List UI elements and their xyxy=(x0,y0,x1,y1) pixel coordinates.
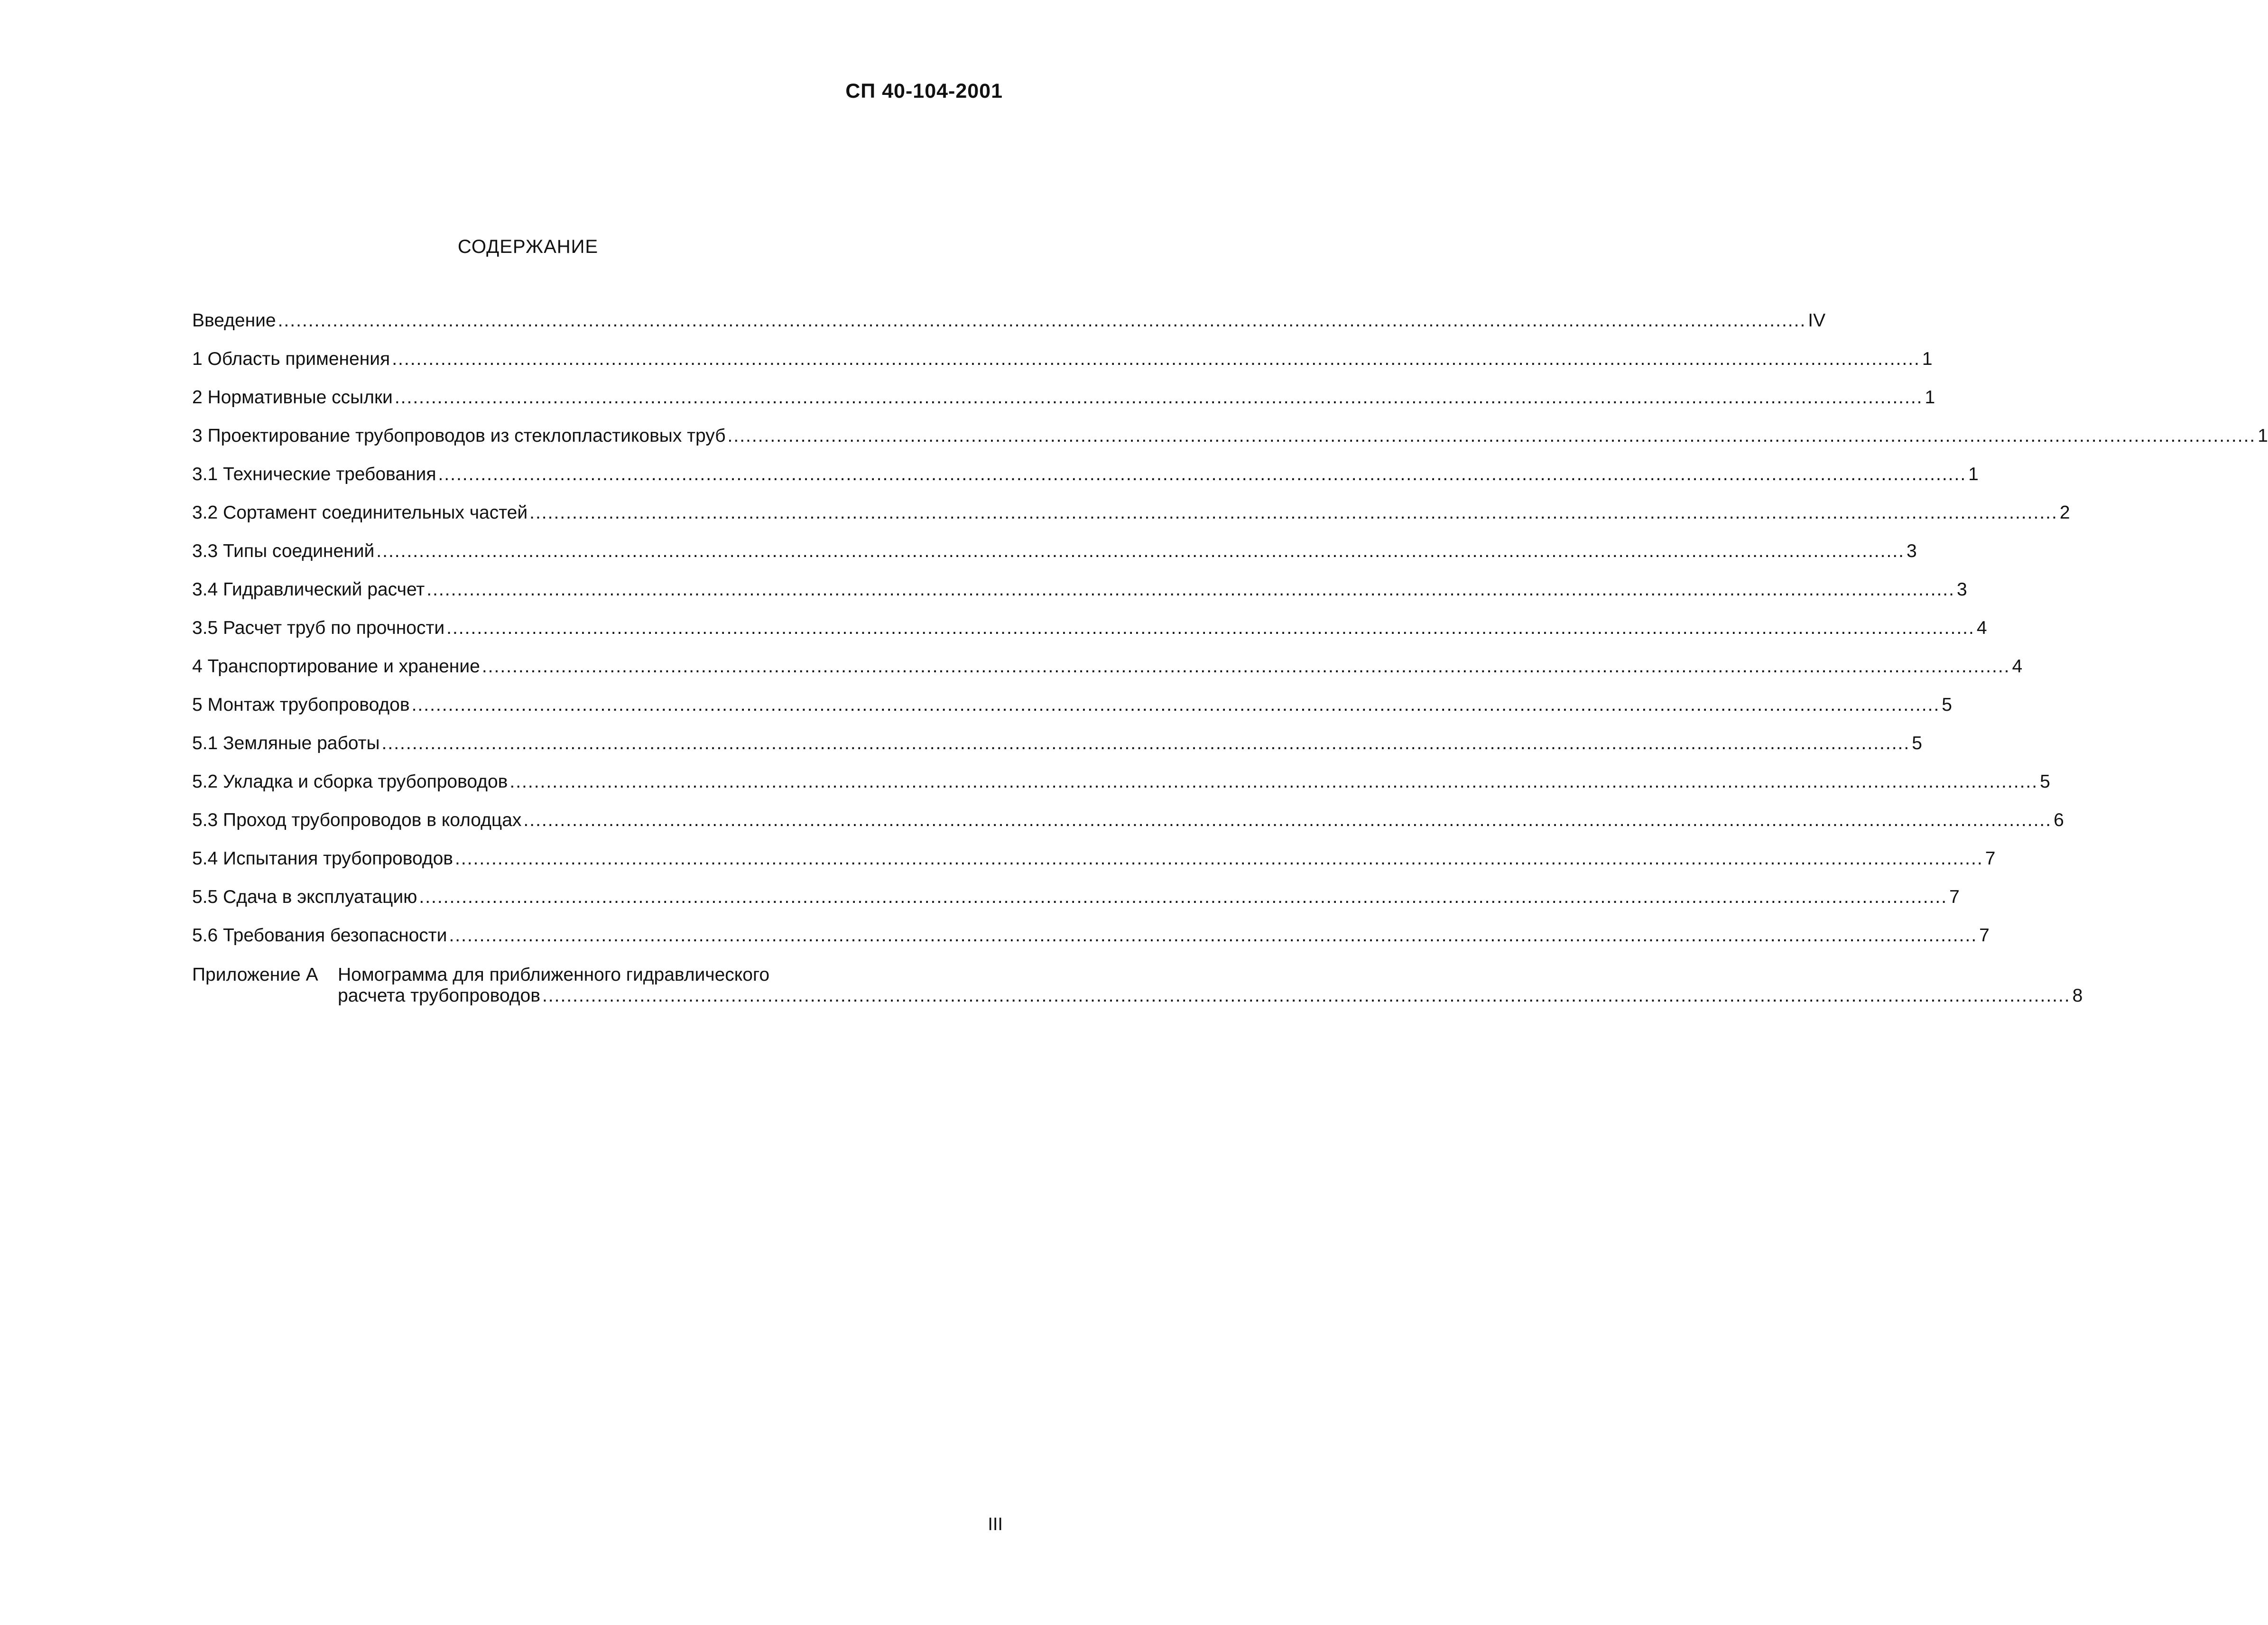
toc-entry-label: 2 Нормативные ссылки xyxy=(192,387,393,408)
page-number: III xyxy=(988,1514,1003,1534)
toc-leader-dots xyxy=(438,463,1966,486)
toc-entry-manhole-passage[interactable] xyxy=(192,809,2064,847)
toc-entry-page: 1 xyxy=(1968,464,1979,484)
toc-entry-label: 3.2 Сортамент соединительных частей xyxy=(192,502,528,523)
toc-entry-label: 5.2 Укладка и сборка трубопроводов xyxy=(192,771,508,792)
toc-entry-normative-references[interactable] xyxy=(192,386,1935,425)
toc-leader-dots xyxy=(412,694,1940,716)
toc-entry-introduction[interactable] xyxy=(192,309,1826,348)
toc-entry-safety-requirements[interactable] xyxy=(192,924,1990,963)
toc-entry-hydraulic-calculation[interactable] xyxy=(192,578,1967,617)
toc-entry-page: IV xyxy=(1808,310,1826,331)
toc-entry-page: 5 xyxy=(1912,733,1922,753)
toc-leader-dots xyxy=(382,732,1910,755)
toc-entry-label: 5.6 Требования безопасности xyxy=(192,925,447,946)
toc-leader-dots xyxy=(449,924,1977,947)
toc-leader-dots xyxy=(446,617,1975,640)
toc-entry-strength-calculation[interactable] xyxy=(192,617,1987,655)
toc-entry-scope[interactable] xyxy=(192,348,1933,386)
toc-entry-label: 3.4 Гидравлический расчет xyxy=(192,579,425,600)
toc-entry-label: 3 Проектирование трубопроводов из стеклопластиковых труб xyxy=(192,426,726,446)
toc-entry-label: Введение xyxy=(192,310,276,331)
toc-entry-page: 5 xyxy=(2040,771,2050,792)
toc-leader-dots xyxy=(278,309,1806,332)
toc-leader-dots xyxy=(376,540,1905,563)
toc-entry-page: 1 xyxy=(1925,387,1935,408)
toc-leader-dots xyxy=(455,847,1983,870)
toc-leader-dots xyxy=(395,386,1923,409)
toc-entry-label: 5 Монтаж трубопроводов xyxy=(192,695,410,715)
appendix-title-line-1: Номограмма для приближенного гидравлического xyxy=(338,965,770,985)
toc-entry-transport-storage[interactable] xyxy=(192,655,2023,694)
toc-leader-dots xyxy=(392,348,1920,371)
toc-entry-label: 5.1 Земляные работы xyxy=(192,733,380,753)
toc-entry-label: 5.3 Проход трубопроводов в колодцах xyxy=(192,810,522,830)
appendix-page: 8 xyxy=(2072,985,2083,1006)
toc-entry-page: 1 xyxy=(2258,426,2268,446)
toc-leader-dots xyxy=(523,809,2052,832)
toc-entry-page: 4 xyxy=(2012,656,2023,677)
toc-leader-dots xyxy=(426,578,1955,601)
toc-entry-commissioning[interactable] xyxy=(192,886,1960,924)
toc-entry-page: 3 xyxy=(1906,541,1917,561)
toc-entry-technical-requirements[interactable] xyxy=(192,463,1979,501)
toc-entry-testing[interactable] xyxy=(192,847,1996,886)
toc-entry-page: 7 xyxy=(1949,887,1960,907)
toc-leader-dots xyxy=(542,985,2071,1006)
toc-entry-page: 3 xyxy=(1956,579,1967,600)
toc-entry-earthworks[interactable] xyxy=(192,732,1922,771)
appendix-body xyxy=(338,965,2083,1006)
toc-entry-joint-types[interactable] xyxy=(192,540,1917,578)
appendix-title-line-2: расчета трубопроводов xyxy=(338,985,540,1006)
toc-entry-page: 4 xyxy=(1976,618,1987,638)
toc-entry-label: 3.3 Типы соединений xyxy=(192,541,375,561)
toc-entry-installation[interactable] xyxy=(192,694,1952,732)
toc-entry-label: 3.1 Технические требования xyxy=(192,464,436,484)
toc-entry-label: 4 Транспортирование и хранение xyxy=(192,656,480,677)
table-of-contents xyxy=(192,309,2268,1006)
toc-entry-laying-assembly[interactable] xyxy=(192,771,2050,809)
toc-entry-page: 7 xyxy=(1979,925,1990,946)
toc-entry-design[interactable] xyxy=(192,425,2268,463)
toc-entry-page: 7 xyxy=(1985,848,1996,869)
appendix-label: Приложение А xyxy=(192,965,318,985)
toc-leader-dots xyxy=(419,886,1947,909)
toc-leader-dots xyxy=(529,501,2058,524)
toc-title: СОДЕРЖАНИЕ xyxy=(457,236,599,257)
toc-entry-label: 5.4 Испытания трубопроводов xyxy=(192,848,453,869)
toc-entry-label: 5.5 Сдача в эксплуатацию xyxy=(192,887,417,907)
toc-entry-appendix-a[interactable] xyxy=(192,965,2083,1006)
document-code: СП 40-104-2001 xyxy=(845,80,1003,102)
toc-entry-page: 2 xyxy=(2059,502,2070,523)
toc-leader-dots xyxy=(482,655,2010,678)
toc-entry-page: 1 xyxy=(1922,349,1933,369)
toc-entry-label: 3.5 Расчет труб по прочности xyxy=(192,618,445,638)
toc-entry-page: 5 xyxy=(1942,695,1952,715)
toc-leader-dots xyxy=(728,425,2256,447)
appendix-title-line-2-row xyxy=(338,985,2083,1006)
toc-leader-dots xyxy=(509,771,2038,793)
toc-entry-fittings-range[interactable] xyxy=(192,501,2070,540)
toc-entry-page: 6 xyxy=(2054,810,2064,830)
toc-entry-label: 1 Область применения xyxy=(192,349,390,369)
